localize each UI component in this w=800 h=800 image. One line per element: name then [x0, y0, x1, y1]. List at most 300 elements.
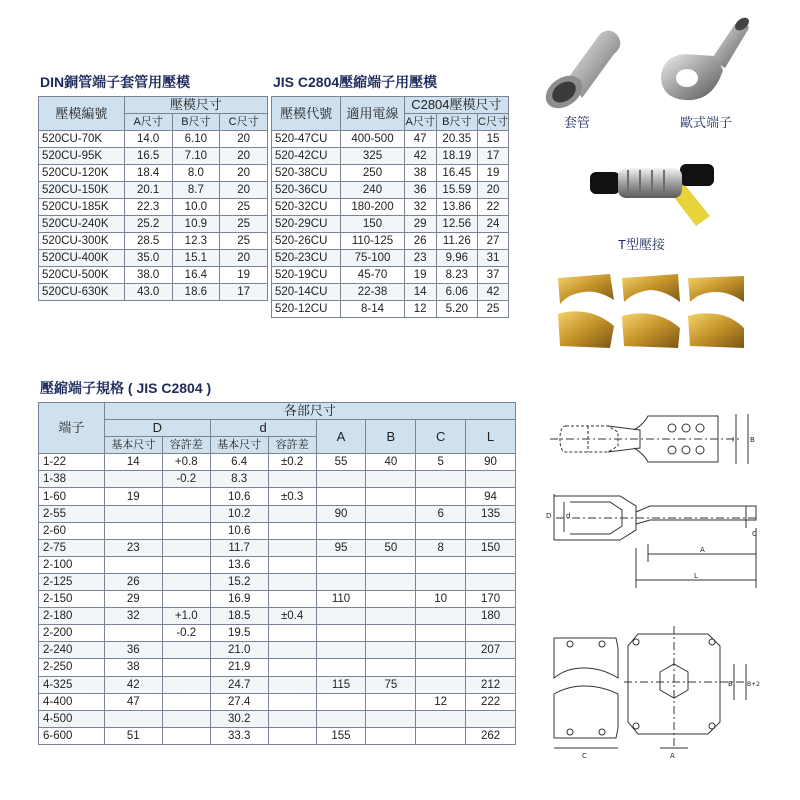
diagram1-label-I: I	[732, 436, 735, 444]
b-cell	[366, 693, 416, 710]
table-row	[39, 556, 516, 573]
terminal-cell: 2-240	[39, 642, 105, 659]
c-cell: 10	[416, 591, 466, 608]
b-cell	[366, 471, 416, 488]
d-outer-tol-cell	[162, 522, 210, 539]
die-code-cell: 520-14CU	[272, 284, 341, 301]
table-row	[272, 148, 509, 165]
table-row	[39, 608, 516, 625]
spec-header-A: A	[316, 420, 366, 454]
terminal-cell: 4-400	[39, 693, 105, 710]
table-row	[39, 216, 268, 233]
size-c-cell: 19	[478, 165, 509, 182]
die-code-cell: 520-26CU	[272, 233, 341, 250]
jis-sub-b: B尺寸	[436, 114, 477, 131]
size-a-cell: 18.4	[124, 165, 172, 182]
a-cell	[316, 710, 366, 727]
spec-header-B: B	[366, 420, 416, 454]
terminal-cell: 2-100	[39, 556, 105, 573]
d-inner-tol-cell	[268, 505, 316, 522]
d-outer-tol-cell	[162, 591, 210, 608]
size-a-cell: 25.2	[124, 216, 172, 233]
spec-header-D: D	[104, 420, 210, 437]
d-outer-tol-cell	[162, 693, 210, 710]
size-a-cell: 12	[404, 301, 436, 318]
size-b-cell: 16.45	[436, 165, 477, 182]
b-cell: 40	[366, 454, 416, 471]
crimp-dies-photo	[554, 270, 748, 350]
a-cell: 95	[316, 539, 366, 556]
size-a-cell: 20.1	[124, 182, 172, 199]
size-a-cell: 14.0	[124, 131, 172, 148]
c-cell	[416, 488, 466, 505]
a-cell	[316, 556, 366, 573]
spec-sub-tol-D: 容許差	[162, 437, 210, 454]
size-b-cell: 9.96	[436, 250, 477, 267]
b-cell	[366, 659, 416, 676]
d-inner-tol-cell	[268, 693, 316, 710]
size-a-cell: 14	[404, 284, 436, 301]
table-row	[39, 591, 516, 608]
d-outer-tol-cell	[162, 556, 210, 573]
wire-size-cell: 240	[341, 182, 404, 199]
d-inner-tol-cell	[268, 727, 316, 744]
a-cell: 115	[316, 676, 366, 693]
b-cell	[366, 608, 416, 625]
table-row	[39, 250, 268, 267]
table-row	[39, 165, 268, 182]
d-outer-tol-cell: -0.2	[162, 625, 210, 642]
table-row	[39, 539, 516, 556]
table-row	[39, 488, 516, 505]
die-code-cell: 520-19CU	[272, 267, 341, 284]
terminal-cell: 2-150	[39, 591, 105, 608]
terminal-cell: 2-55	[39, 505, 105, 522]
table-row	[39, 727, 516, 744]
table-row	[272, 301, 509, 318]
l-cell: 94	[466, 488, 516, 505]
diagram2-label-C: C	[752, 530, 757, 538]
d-inner-tol-cell	[268, 625, 316, 642]
size-c-cell: 42	[478, 284, 509, 301]
size-b-cell: 7.10	[172, 148, 220, 165]
size-b-cell: 8.0	[172, 165, 220, 182]
b-cell: 50	[366, 539, 416, 556]
terminal-cell: 2-250	[39, 659, 105, 676]
die-model-cell: 520CU-120K	[39, 165, 125, 182]
size-a-cell: 16.5	[124, 148, 172, 165]
terminal-cell: 2-180	[39, 608, 105, 625]
d-inner-tol-cell	[268, 659, 316, 676]
size-c-cell: 20	[478, 182, 509, 199]
d-inner-basic-cell: 30.2	[210, 710, 268, 727]
tjoint-caption: T型壓接	[618, 237, 665, 252]
terminal-cell: 2-60	[39, 522, 105, 539]
size-a-cell: 29	[404, 216, 436, 233]
b-cell	[366, 488, 416, 505]
c-cell: 6	[416, 505, 466, 522]
diagram2-label-D: D	[546, 512, 552, 520]
d-inner-tol-cell	[268, 710, 316, 727]
c-cell	[416, 727, 466, 744]
table-row	[39, 693, 516, 710]
d-outer-basic-cell	[104, 471, 162, 488]
wire-size-cell: 400-500	[341, 131, 404, 148]
size-c-cell: 22	[478, 199, 509, 216]
l-cell	[466, 659, 516, 676]
wire-size-cell: 22-38	[341, 284, 404, 301]
size-a-cell: 38	[404, 165, 436, 182]
wire-size-cell: 75-100	[341, 250, 404, 267]
d-inner-basic-cell: 11.7	[210, 539, 268, 556]
l-cell: 180	[466, 608, 516, 625]
d-outer-basic-cell	[104, 522, 162, 539]
d-inner-basic-cell: 33.3	[210, 727, 268, 744]
diagram3-label-Bplus: B+2	[747, 681, 760, 688]
jis-header-wire: 適用電線	[341, 97, 404, 131]
die-model-cell: 520CU-185K	[39, 199, 125, 216]
c-cell	[416, 608, 466, 625]
size-b-cell: 10.9	[172, 216, 220, 233]
table-row	[272, 165, 509, 182]
b-cell	[366, 522, 416, 539]
terminal-cell: 1-60	[39, 488, 105, 505]
size-c-cell: 25	[220, 199, 268, 216]
a-cell	[316, 488, 366, 505]
d-outer-tol-cell	[162, 642, 210, 659]
a-cell	[316, 471, 366, 488]
size-b-cell: 15.1	[172, 250, 220, 267]
table-row	[39, 284, 268, 301]
d-inner-tol-cell	[268, 471, 316, 488]
c-cell	[416, 573, 466, 590]
c-cell	[416, 471, 466, 488]
table-row	[39, 199, 268, 216]
spec-table-title: 壓縮端子規格 ( JIS C2804 )	[40, 380, 212, 396]
diagram3-label-B: B	[728, 680, 733, 688]
d-inner-basic-cell: 8.3	[210, 471, 268, 488]
diagram2-label-L: L	[694, 572, 698, 580]
wire-size-cell: 110-125	[341, 233, 404, 250]
size-b-cell: 6.06	[436, 284, 477, 301]
table-row	[272, 216, 509, 233]
spec-sub-basic-D: 基本尺寸	[104, 437, 162, 454]
table-row	[39, 642, 516, 659]
din-header-model: 壓模編號	[39, 97, 125, 131]
d-inner-basic-cell: 21.9	[210, 659, 268, 676]
d-outer-basic-cell	[104, 710, 162, 727]
size-c-cell: 17	[220, 284, 268, 301]
table-row	[39, 573, 516, 590]
d-outer-basic-cell: 23	[104, 539, 162, 556]
table-row	[272, 182, 509, 199]
d-inner-basic-cell: 27.4	[210, 693, 268, 710]
diagram1-label-B: B	[750, 436, 755, 444]
size-c-cell: 15	[478, 131, 509, 148]
table-row	[272, 267, 509, 284]
l-cell: 222	[466, 693, 516, 710]
a-cell: 110	[316, 591, 366, 608]
l-cell: 212	[466, 676, 516, 693]
table-row	[272, 233, 509, 250]
die-model-cell: 520CU-150K	[39, 182, 125, 199]
die-model-cell: 520CU-630K	[39, 284, 125, 301]
table-row	[39, 676, 516, 693]
size-c-cell: 20	[220, 182, 268, 199]
size-a-cell: 32	[404, 199, 436, 216]
l-cell	[466, 625, 516, 642]
size-b-cell: 20.35	[436, 131, 477, 148]
l-cell	[466, 522, 516, 539]
die-model-cell: 520CU-240K	[39, 216, 125, 233]
terminal-cell: 6-600	[39, 727, 105, 744]
size-c-cell: 20	[220, 165, 268, 182]
d-outer-tol-cell: -0.2	[162, 471, 210, 488]
diagram2-label-A: A	[700, 546, 705, 554]
d-outer-basic-cell: 47	[104, 693, 162, 710]
b-cell	[366, 505, 416, 522]
table-row	[272, 250, 509, 267]
c-cell	[416, 625, 466, 642]
size-c-cell: 24	[478, 216, 509, 233]
d-inner-tol-cell: ±0.4	[268, 608, 316, 625]
d-outer-basic-cell	[104, 556, 162, 573]
b-cell: 75	[366, 676, 416, 693]
size-a-cell: 23	[404, 250, 436, 267]
die-code-cell: 520-12CU	[272, 301, 341, 318]
die-code-cell: 520-36CU	[272, 182, 341, 199]
table-row	[39, 233, 268, 250]
die-code-cell: 520-29CU	[272, 216, 341, 233]
b-cell	[366, 710, 416, 727]
c-cell	[416, 710, 466, 727]
d-outer-basic-cell: 51	[104, 727, 162, 744]
l-cell	[466, 556, 516, 573]
d-outer-tol-cell	[162, 505, 210, 522]
l-cell	[466, 471, 516, 488]
jis-table-title: JIS C2804壓縮端子用壓模	[273, 74, 438, 90]
table-row	[39, 131, 268, 148]
table-row	[39, 505, 516, 522]
c-cell	[416, 556, 466, 573]
table-row	[39, 625, 516, 642]
d-outer-tol-cell	[162, 573, 210, 590]
table-row	[272, 284, 509, 301]
d-inner-basic-cell: 6.4	[210, 454, 268, 471]
a-cell	[316, 573, 366, 590]
die-code-cell: 520-47CU	[272, 131, 341, 148]
b-cell	[366, 556, 416, 573]
d-outer-basic-cell	[104, 505, 162, 522]
d-inner-tol-cell: ±0.3	[268, 488, 316, 505]
size-c-cell: 19	[220, 267, 268, 284]
spec-sub-tol-d: 容許差	[268, 437, 316, 454]
d-inner-basic-cell: 16.9	[210, 591, 268, 608]
size-a-cell: 38.0	[124, 267, 172, 284]
wire-size-cell: 150	[341, 216, 404, 233]
jis-die-table	[271, 96, 509, 318]
d-inner-tol-cell	[268, 591, 316, 608]
l-cell: 135	[466, 505, 516, 522]
d-inner-basic-cell: 21.0	[210, 642, 268, 659]
din-sub-a: A尺寸	[124, 114, 172, 131]
b-cell	[366, 625, 416, 642]
d-outer-basic-cell: 19	[104, 488, 162, 505]
d-outer-basic-cell: 26	[104, 573, 162, 590]
table-row	[272, 131, 509, 148]
table-row	[272, 199, 509, 216]
terminal-spec-table	[38, 402, 516, 745]
sleeve-photo	[538, 20, 630, 110]
d-inner-basic-cell: 10.2	[210, 505, 268, 522]
size-a-cell: 26	[404, 233, 436, 250]
die-code-cell: 520-42CU	[272, 148, 341, 165]
diagram3-label-C: C	[582, 752, 587, 760]
table-row	[39, 148, 268, 165]
diagram2-label-d: d	[566, 512, 571, 520]
d-inner-basic-cell: 10.6	[210, 522, 268, 539]
size-b-cell: 15.59	[436, 182, 477, 199]
d-inner-tol-cell	[268, 539, 316, 556]
table-row	[39, 454, 516, 471]
wire-size-cell: 45-70	[341, 267, 404, 284]
a-cell	[316, 625, 366, 642]
size-b-cell: 16.4	[172, 267, 220, 284]
l-cell: 207	[466, 642, 516, 659]
size-a-cell: 36	[404, 182, 436, 199]
jis-header-model: 壓模代號	[272, 97, 341, 131]
d-outer-basic-cell: 36	[104, 642, 162, 659]
c-cell	[416, 522, 466, 539]
b-cell	[366, 591, 416, 608]
d-outer-basic-cell: 38	[104, 659, 162, 676]
size-c-cell: 20	[220, 131, 268, 148]
din-sub-c: C尺寸	[220, 114, 268, 131]
spec-header-terminal: 端子	[39, 403, 105, 454]
size-c-cell: 20	[220, 148, 268, 165]
size-b-cell: 6.10	[172, 131, 220, 148]
spec-header-C: C	[416, 420, 466, 454]
wire-size-cell: 180-200	[341, 199, 404, 216]
a-cell	[316, 522, 366, 539]
d-outer-basic-cell: 14	[104, 454, 162, 471]
d-outer-tol-cell: +1.0	[162, 608, 210, 625]
a-cell: 155	[316, 727, 366, 744]
size-b-cell: 8.23	[436, 267, 477, 284]
terminal-cell: 2-200	[39, 625, 105, 642]
size-b-cell: 5.20	[436, 301, 477, 318]
d-outer-tol-cell	[162, 659, 210, 676]
spec-header-d: d	[210, 420, 316, 437]
d-outer-basic-cell: 32	[104, 608, 162, 625]
din-die-table	[38, 96, 268, 301]
diagram3-label-A: A	[670, 752, 675, 760]
size-a-cell: 43.0	[124, 284, 172, 301]
die-front-view-diagram	[548, 624, 760, 760]
a-cell	[316, 693, 366, 710]
size-a-cell: 42	[404, 148, 436, 165]
size-c-cell: 25	[478, 301, 509, 318]
die-code-cell: 520-32CU	[272, 199, 341, 216]
sleeve-caption: 套管	[564, 115, 591, 130]
die-code-cell: 520-38CU	[272, 165, 341, 182]
b-cell	[366, 727, 416, 744]
d-inner-tol-cell: ±0.2	[268, 454, 316, 471]
terminal-cell: 4-500	[39, 710, 105, 727]
terminal-side-view-diagram	[540, 488, 760, 598]
d-outer-tol-cell	[162, 727, 210, 744]
c-cell: 8	[416, 539, 466, 556]
table-row	[39, 659, 516, 676]
jis-sub-a: A尺寸	[404, 114, 436, 131]
size-a-cell: 47	[404, 131, 436, 148]
size-b-cell: 8.7	[172, 182, 220, 199]
size-b-cell: 11.26	[436, 233, 477, 250]
size-c-cell: 31	[478, 250, 509, 267]
d-outer-tol-cell	[162, 539, 210, 556]
l-cell: 170	[466, 591, 516, 608]
d-outer-tol-cell	[162, 710, 210, 727]
b-cell	[366, 642, 416, 659]
size-c-cell: 27	[478, 233, 509, 250]
spec-header-L: L	[466, 420, 516, 454]
d-outer-basic-cell: 29	[104, 591, 162, 608]
die-model-cell: 520CU-70K	[39, 131, 125, 148]
lug-caption: 歐式端子	[680, 115, 733, 130]
terminal-cell: 4-325	[39, 676, 105, 693]
wire-size-cell: 250	[341, 165, 404, 182]
die-code-cell: 520-23CU	[272, 250, 341, 267]
b-cell	[366, 573, 416, 590]
c-cell	[416, 642, 466, 659]
d-outer-basic-cell	[104, 625, 162, 642]
d-inner-tol-cell	[268, 556, 316, 573]
l-cell: 90	[466, 454, 516, 471]
l-cell	[466, 573, 516, 590]
d-inner-tol-cell	[268, 573, 316, 590]
d-outer-tol-cell: +0.8	[162, 454, 210, 471]
a-cell	[316, 608, 366, 625]
lug-photo	[655, 14, 755, 110]
terminal-cell: 2-125	[39, 573, 105, 590]
din-header-size: 壓模尺寸	[124, 97, 267, 114]
din-table-title: DIN銅管端子套管用壓模	[40, 74, 191, 90]
d-outer-tol-cell	[162, 488, 210, 505]
size-c-cell: 25	[220, 216, 268, 233]
size-c-cell: 37	[478, 267, 509, 284]
d-inner-basic-cell: 10.6	[210, 488, 268, 505]
d-inner-basic-cell: 24.7	[210, 676, 268, 693]
size-a-cell: 22.3	[124, 199, 172, 216]
d-inner-basic-cell: 18.5	[210, 608, 268, 625]
d-inner-tol-cell	[268, 642, 316, 659]
c-cell	[416, 659, 466, 676]
c-cell	[416, 676, 466, 693]
size-b-cell: 12.3	[172, 233, 220, 250]
size-c-cell: 25	[220, 233, 268, 250]
die-model-cell: 520CU-300K	[39, 233, 125, 250]
size-b-cell: 13.86	[436, 199, 477, 216]
die-model-cell: 520CU-400K	[39, 250, 125, 267]
a-cell: 90	[316, 505, 366, 522]
terminal-cell: 2-75	[39, 539, 105, 556]
d-inner-tol-cell	[268, 522, 316, 539]
wire-size-cell: 325	[341, 148, 404, 165]
d-inner-tol-cell	[268, 676, 316, 693]
a-cell: 55	[316, 454, 366, 471]
wire-size-cell: 8-14	[341, 301, 404, 318]
table-row	[39, 182, 268, 199]
